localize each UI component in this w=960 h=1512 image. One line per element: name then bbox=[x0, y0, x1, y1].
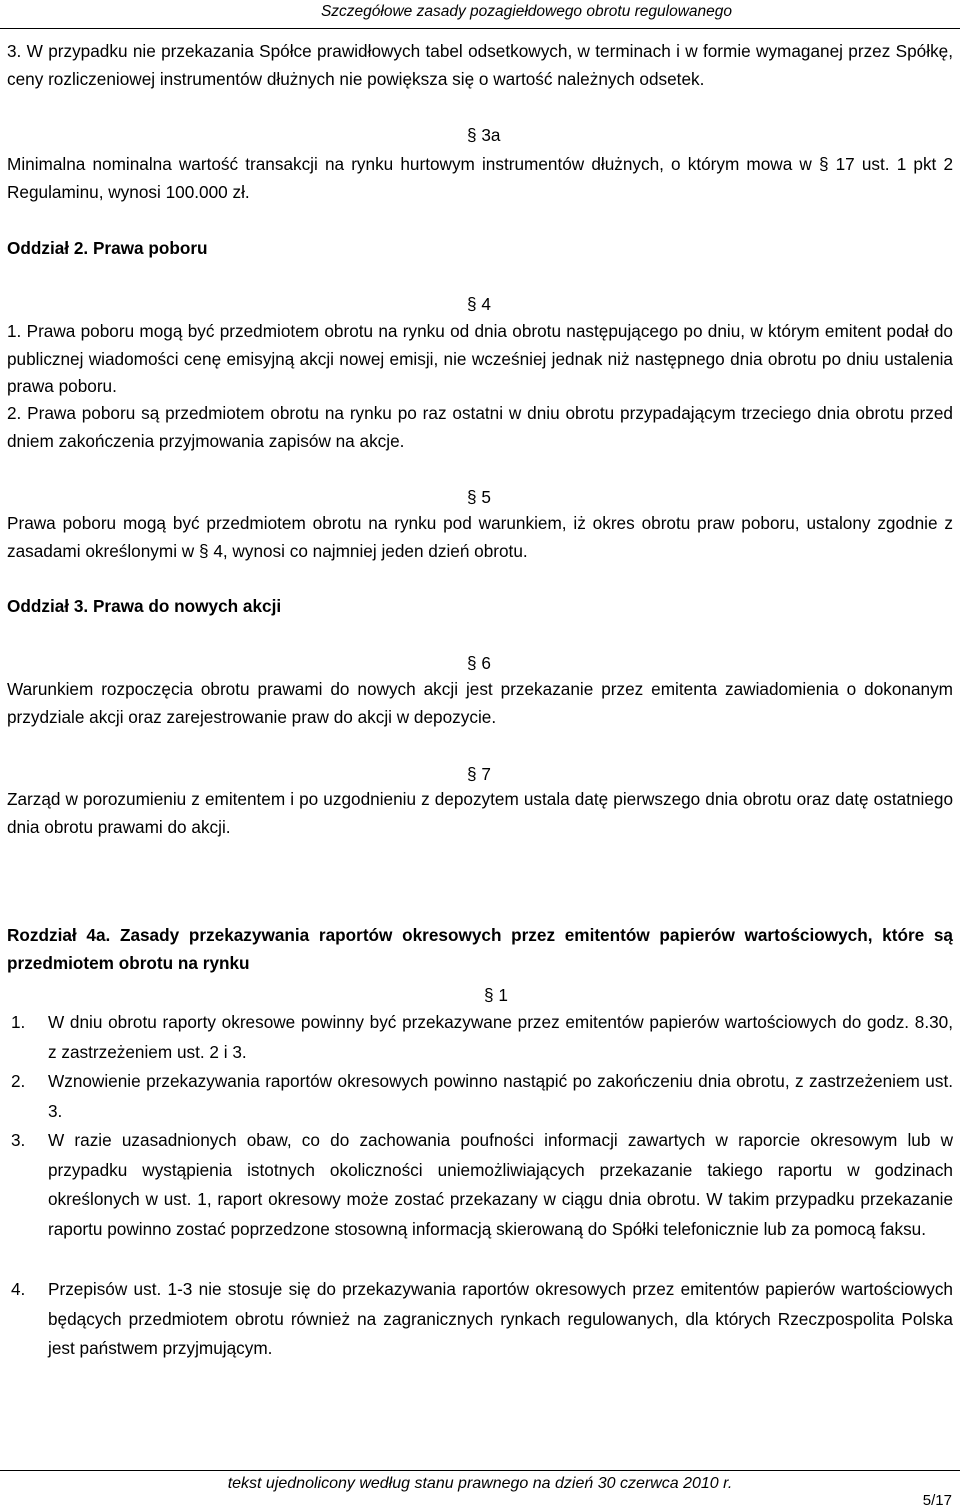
rozdzial-4a-heading: Rozdział 4a. Zasady przekazywania raportów okresowych przez emitentów papierów wartościowych, które są przedmiotem obrotu na rynku bbox=[7, 925, 953, 973]
list-item-number: 1. bbox=[11, 1012, 26, 1032]
paragraph-5: Prawa poboru mogą być przedmiotem obrotu na rynku pod warunkiem, iż okres obrotu praw poboru, ustalony zgodnie z zasadami określonymi w § 4, wynosi co najmniej jeden dzień obrotu. bbox=[7, 513, 953, 561]
paragraph-7: Zarząd w porozumieniu z emitentem i po uzgodnieniu z depozytem ustala datę pierwszego dnia obrotu oraz datę ostatniego dnia obrotu prawami do akcji. bbox=[7, 789, 953, 837]
paragraph-6: Warunkiem rozpoczęcia obrotu prawami do nowych akcji jest przekazanie przez emitenta zawiadomienia o dokonanym przydziale akcji oraz zarejestrowanie praw do akcji w depozycie. bbox=[7, 679, 953, 727]
oddzial-3-heading: Oddział 3. Prawa do nowych akcji bbox=[7, 596, 282, 616]
oddzial-2-heading: Oddział 2. Prawa poboru bbox=[7, 238, 208, 258]
section-3a-heading: § 3a bbox=[467, 125, 501, 145]
running-footer: tekst ujednolicony według stanu prawnego na dzień 30 czerwca 2010 r. bbox=[227, 1475, 733, 1492]
list-item-text: Przepisów ust. 1-3 nie stosuje się do przekazywania raportów okresowych przez emitentów papierów wartościowych będących przedmiotem obrotu również na zagranicznych rynkach regulowanych, dla których Rzeczpospolita Polska jest państwem przyjmującym. bbox=[48, 1279, 953, 1359]
section-7-heading: § 7 bbox=[467, 764, 491, 784]
page-number: 5/17 bbox=[922, 1492, 952, 1509]
list-item bbox=[7, 1275, 953, 1364]
list-item-text: Wznowienie przekazywania raportów okresowych powinno nastąpić po zakończeniu dnia obrotu, z zastrzeżeniem ust. 3. bbox=[48, 1071, 953, 1121]
list-item-text: W dniu obrotu raporty okresowe powinny być przekazywane przez emitentów papierów wartościowych do godz. 8.30, z zastrzeżeniem ust. 2 i 3. bbox=[48, 1012, 953, 1062]
list-item bbox=[7, 1126, 953, 1244]
paragraph-3a: Minimalna nominalna wartość transakcji na rynku hurtowym instrumentów dłużnych, o którym mowa w § 17 ust. 1 pkt 2 Regulaminu, wynosi 100.000 zł. bbox=[7, 154, 953, 202]
list-item bbox=[7, 1008, 953, 1067]
list-item-number: 3. bbox=[11, 1130, 26, 1150]
list-item bbox=[7, 1067, 953, 1126]
paragraph-4-2: 2. Prawa poboru są przedmiotem obrotu na rynku po raz ostatni w dniu obrotu przypadającym trzeciego dnia obrotu przed dniem zakończenia przyjmowania zapisów na akcje. bbox=[7, 403, 953, 451]
list-item-text: W razie uzasadnionych obaw, co do zachowania poufności informacji zawartych w raporcie okresowym lub w przypadku wystąpienia istotnych okoliczności uniemożliwiających przekazanie takiego raportu w godzinach określonych w ust. 1, raport okresowy może zostać przekazany w ciągu dnia obrotu. W takim przypadku przekazanie raportu powinno zostać poprzedzone stosowną informacją skierowaną do Spółki telefonicznie lub za pomocą faksu. bbox=[48, 1130, 953, 1239]
section-5-heading: § 5 bbox=[467, 487, 491, 507]
section-4-heading: § 4 bbox=[467, 294, 491, 314]
list-item-number: 2. bbox=[11, 1071, 26, 1091]
list-item-number: 4. bbox=[11, 1279, 26, 1299]
section-1-heading: § 1 bbox=[484, 985, 508, 1005]
paragraph-3: 3. W przypadku nie przekazania Spółce prawidłowych tabel odsetkowych, w terminach i w formie wymaganej przez Spółkę, ceny rozliczeniowej instrumentów dłużnych nie powiększa się o wartość należnych odsetek. bbox=[7, 41, 953, 89]
running-header: Szczegółowe zasady pozagiełdowego obrotu regulowanego bbox=[0, 0, 960, 29]
footer-divider bbox=[0, 1470, 960, 1471]
section-6-heading: § 6 bbox=[467, 653, 491, 673]
paragraph-4-1: 1. Prawa poboru mogą być przedmiotem obrotu na rynku od dnia obrotu następującego po dniu, w którym emitent podał do publicznej wiadomości cenę emisyjną akcji nowej emisji, nie wcześniej jednak niż następnego dnia obrotu po dniu ustalenia prawa poboru. bbox=[7, 321, 953, 396]
